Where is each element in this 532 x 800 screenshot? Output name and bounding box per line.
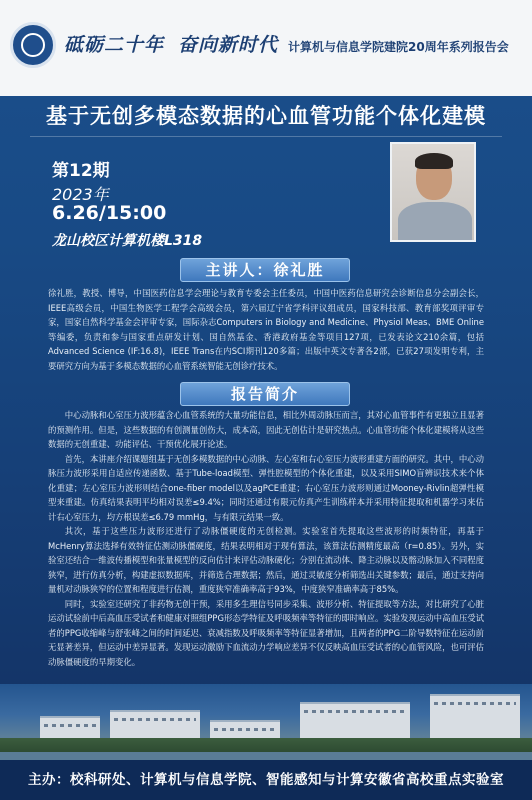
campus-image	[0, 684, 532, 760]
title-divider	[30, 136, 502, 137]
speaker-heading: 主讲人：徐礼胜	[180, 258, 350, 282]
university-logo-icon	[10, 22, 56, 68]
talk-title: 基于无创多模态数据的心血管功能个体化建模	[46, 104, 486, 128]
abstract-paragraph: 同时，实验室还研究了非药物无创干预，采用多生理信号同步采集、波形分析、特征提取等方法，对比研究了心脏运动试验前中后高血压受试者和健康对照组PPG形态学特征及呼吸频率等特征的即时响应。实验发现运动中高血压受试者的PPG收缩峰与舒张峰之间的时间延迟、衰减指数及呼吸频率等特征显著增加，且两者的PPG二阶导数特征在运动前无显著差异，但运动中差异显著。发现运动激励下血流动力学响应差异不仅反映高血压受试者的心血管风险，也可评估动脉僵硬度的早期变化。	[48, 598, 484, 667]
talk-datetime: 6.26/15:00	[52, 202, 167, 224]
talk-year: 2023年	[52, 185, 109, 204]
abstract-paragraph: 首先，本讲座介绍课题组基于无创多模数据的中心动脉、左心室和右心室压力波形重建方面的研究。其中，中心动脉压力波形采用自适应传递函数、基于Tube-load模型、弹性腔模型的个体化重建，以及采用SIMO盲辨识技术来个体化重建；左心室压力波形则结合one-fiber model以及agPCE重建；右心室压力波形则通过Mooney-Rivlin超弹性模型来重建。仿真结果表明平均相对误差≤9.4%；同时还通过有限元仿真产生训练样本并采用特征提取和机器学习来估计右心室压力，均方根误差≤6.79 mmHg，与有限元结果一致。	[48, 453, 484, 522]
top-banner	[0, 0, 532, 96]
abstract-heading: 报告简介	[180, 382, 350, 406]
organizers: 主办：校科研处、计算机与信息学院、智能感知与计算安徽省高校重点实验室	[0, 760, 532, 800]
speaker-photo	[390, 142, 476, 242]
series-title: 计算机与信息学院建院20周年系列报告会	[288, 40, 509, 54]
abstract-body	[48, 408, 484, 669]
abstract-paragraph: 中心动脉和心室压力波形蕴含心血管系统的大量功能信息，相比外周动脉压而言，其对心血管事件有更独立且显著的预测作用。但是，这些数据的有创测量创伤大，成本高，因此无创估计是研究热点。心血管功能个体化建模将从这些数据的无创重建、功能评估、干预优化展开论述。	[48, 410, 484, 449]
slogan-right: 奋向新时代	[178, 34, 279, 56]
abstract-paragraph: 其次，基于这些压力波形还进行了动脉僵硬度的无创检测。实验室首先提取这些波形的时频特征，再基于McHenry算法选择有效特征估测动脉僵硬度，结果表明相对于现有算法，该算法估测精度最高（r=0.85）。另外，实验室还结合一维波传播模型和张量模型的反向估计来评估动脉硬化；分别在流动体、降主动脉以及髂动脉加入不同程度狭窄，进行仿真分析，构建虚拟数据库，并筛选合理数据；然后，通过灵敏度分析筛选出关键参数；最后，通过支持向量机对动脉狭窄的位置和程度进行估测，重度狭窄准确率高于93%，中度狭窄准确率高于85%。	[48, 526, 484, 594]
speaker-bio: 徐礼胜，教授、博导，中国医药信息学会理论与教育专委会主任委员，中国中医药信息研究会诊断信息分会副会长，IEEE高级会员，中国生物医学工程学会高级会员，第六届辽宁省学科评议组成员，国家科技部、教育部奖项评审专家，国家自然科学基金会评审专家，国际杂志Computers in Biology and Medicine、Physiol Meas、BME Online等编委，负责和参与国家重点研发计划、国自然基金、香港政府基金等项目127项，已发表论文210余篇，包括Advanced Science (IF:16.8)，IEEE Trans在内SCI期刊120多篇；出版中英文专著各2部，已获27项发明专利，主要研究方向为基于多模态数据的心血管系统智能无创诊疗技术。	[48, 288, 484, 371]
talk-venue: 龙山校区计算机楼L318	[52, 233, 203, 249]
issue-number: 第12期	[52, 161, 110, 181]
slogan-left: 砥砺二十年	[64, 34, 165, 56]
